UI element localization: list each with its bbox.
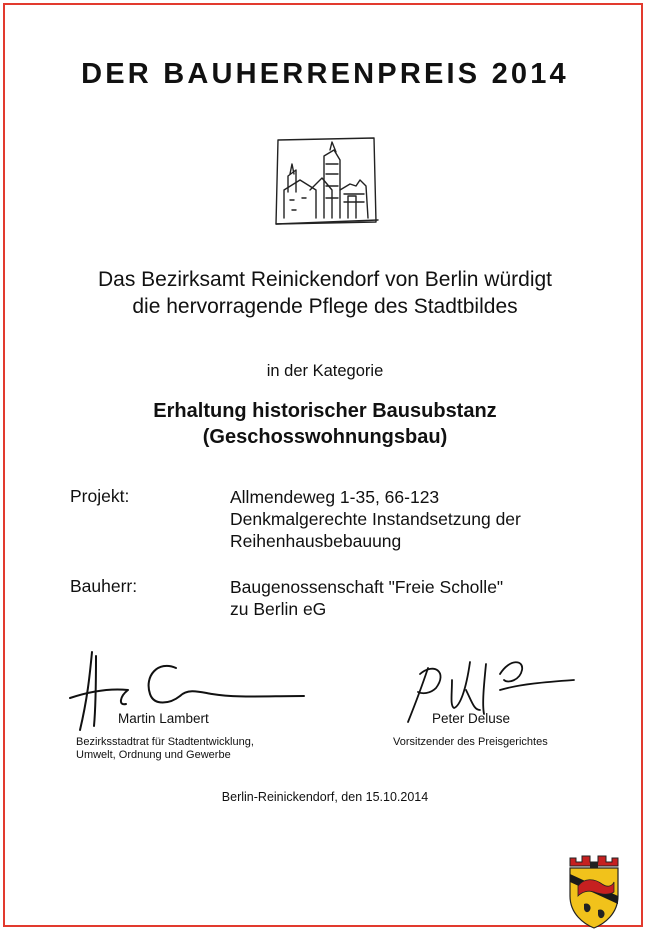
builder-name: Baugenossenschaft "Freie Scholle" <box>230 577 504 597</box>
builder-details <box>230 576 503 620</box>
signer-1-role-line-2: Umwelt, Ordnung und Gewerbe <box>76 749 231 761</box>
signer-2-name: Peter Deluse <box>432 711 511 726</box>
signer-1-role <box>76 736 254 762</box>
builder-name-2: zu Berlin eG <box>230 599 327 619</box>
place-and-date: Berlin-Reinickendorf, den 15.10.2014 <box>221 790 429 804</box>
certificate-title: DER BAUHERRENPREIS 2014 <box>81 58 569 90</box>
city-skyline-sketch-icon <box>270 130 382 230</box>
project-description-1: Denkmalgerechte Instandsetzung der <box>230 509 521 529</box>
category-label: in der Kategorie <box>266 362 384 380</box>
project-label: Projekt: <box>70 486 130 506</box>
intro-line-1: Das Bezirksamt Reinickendorf von Berlin würdigt <box>97 268 552 291</box>
category-line-1: Erhaltung historischer Bausubstanz <box>153 400 497 422</box>
intro-line-2: die hervorragende Pflege des Stadtbildes <box>132 295 518 318</box>
reinickendorf-coat-of-arms-icon <box>564 852 624 930</box>
signer-2-role: Vorsitzender des Preisgerichtes <box>393 736 548 748</box>
intro-text <box>0 266 650 320</box>
signer-1-name: Martin Lambert <box>118 711 209 726</box>
project-description-2: Reihenhausbebauung <box>230 531 402 551</box>
builder-label: Bauherr: <box>70 576 138 596</box>
signer-1-role-line-1: Bezirksstadtrat für Stadtentwicklung, <box>76 736 254 748</box>
project-address: Allmendeweg 1-35, 66-123 <box>230 487 440 507</box>
category-title <box>0 398 650 450</box>
project-details <box>230 486 521 552</box>
category-line-2: (Geschosswohnungsbau) <box>202 426 448 448</box>
